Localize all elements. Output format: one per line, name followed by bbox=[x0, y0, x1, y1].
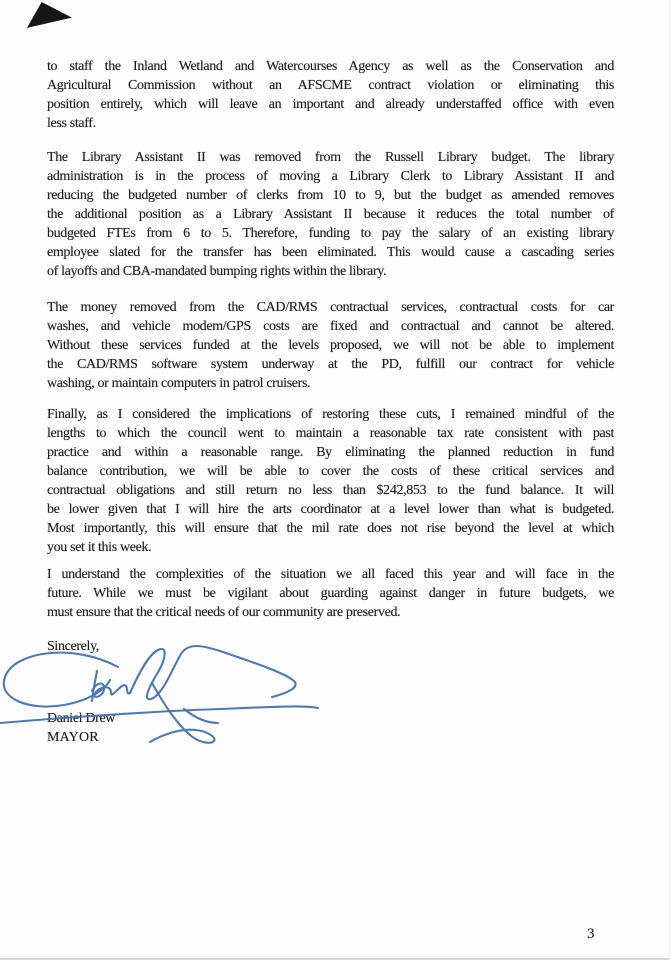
letter-line: washing, or maintain computers in patrol cruisers. bbox=[47, 376, 311, 391]
letter-line: of layoffs and CBA-mandated bumping rights within the library. bbox=[47, 264, 387, 279]
letter-line: be lower given that I will hire the arts coordinator at a level lower than what is budgeted. bbox=[47, 502, 614, 517]
letter-line: the additional position as a Library Assistant II because it reduces the total number of bbox=[47, 207, 614, 222]
letter-line: balance contribution, we will be able to cover the costs of these critical services and bbox=[47, 464, 614, 479]
letter-line: lengths to which the council went to maintain a reasonable tax rate consistent with past bbox=[47, 426, 614, 441]
page-number: 3 bbox=[587, 926, 595, 942]
letter-line: Agricultural Commission without an AFSCME contract violation or eliminating this bbox=[47, 78, 614, 93]
letter-line: The Library Assistant II was removed from the Russell Library budget. The library bbox=[47, 150, 614, 165]
letter-paragraph bbox=[47, 148, 614, 281]
signer-name: Daniel Drew bbox=[47, 711, 116, 726]
letter-line: less staff. bbox=[47, 116, 96, 131]
letter-line: future. While we must be vigilant about guarding against danger in future budgets, we bbox=[47, 586, 614, 601]
letter-line: budgeted FTEs from 6 to 5. Therefore, funding to pay the salary of an existing library bbox=[47, 226, 614, 241]
letter-line: I understand the complexities of the situation we all faced this year and will face in the bbox=[47, 567, 614, 582]
letter-line: to staff the Inland Wetland and Watercourses Agency as well as the Conservation and bbox=[47, 59, 614, 74]
letter-line: Most importantly, this will ensure that the mil rate does not rise beyond the level at which bbox=[47, 521, 614, 536]
letter-paragraphs bbox=[47, 57, 614, 622]
letter-line: administration is in the process of moving a Library Clerk to Library Assistant II and bbox=[47, 169, 614, 184]
letter-line: you set it this week. bbox=[47, 540, 152, 555]
letter-line: Finally, as I considered the implications of restoring these cuts, I remained mindful of the bbox=[47, 407, 614, 422]
letter-line: the CAD/RMS software system underway at the PD, fulfill our contract for vehicle bbox=[47, 357, 614, 372]
letter-paragraph bbox=[47, 298, 614, 393]
letter-line: washes, and vehicle modem/GPS costs are fixed and contractual and cannot be altered. bbox=[47, 319, 614, 334]
letter-line: The money removed from the CAD/RMS contractual services, contractual costs for car bbox=[47, 300, 614, 315]
letter-line: must ensure that the critical needs of our community are preserved. bbox=[47, 605, 401, 620]
closing-salutation: Sincerely, bbox=[47, 639, 99, 654]
letter-body bbox=[47, 57, 614, 747]
letter-paragraph bbox=[47, 57, 614, 133]
letter-line: employee slated for the transfer has been eliminated. This would cause a cascading series bbox=[47, 245, 614, 260]
letter-line: practice and within a reasonable range. By eliminating the planned reduction in fund bbox=[47, 445, 614, 460]
letter-line: reducing the budgeted number of clerks from 10 to 9, but the budget as amended removes bbox=[47, 188, 614, 203]
scan-artifact-triangle bbox=[26, 2, 72, 29]
signer-title: MAYOR bbox=[47, 730, 99, 745]
letter-line: contractual obligations and still return no less than $242,853 to the fund balance. It will bbox=[47, 483, 614, 498]
letter-line: Without these services funded at the levels proposed, we will not be able to implement bbox=[47, 338, 614, 353]
letter-paragraph bbox=[47, 405, 614, 557]
letter-line: position entirely, which will leave an important and already understaffed office with even bbox=[47, 97, 614, 112]
letter-paragraph bbox=[47, 565, 614, 622]
